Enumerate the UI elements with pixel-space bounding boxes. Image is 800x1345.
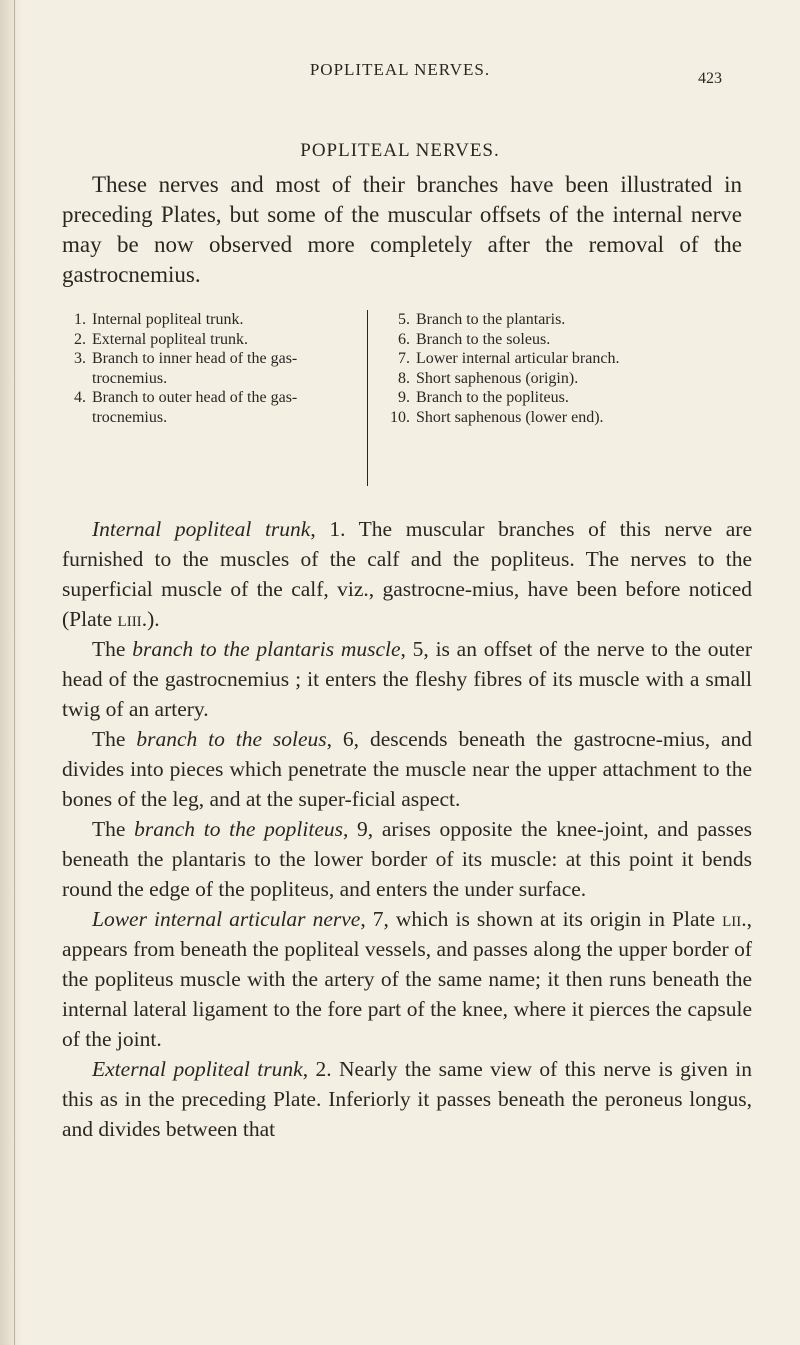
term: branch to the soleus [136, 727, 327, 751]
legend-text: Internal popliteal trunk. [92, 311, 244, 328]
legend-item [62, 388, 344, 427]
paragraph-text: ., appears from beneath the popliteal vessels, and passes along the upper border of the popliteus muscle with the artery of the same name; it then runs beneath the internal lateral ligament to the fore part of the knee, where it pierces the capsule of the joint. [62, 907, 752, 1051]
paragraph-popliteus-branch [62, 814, 752, 904]
legend-number: 8. [398, 369, 410, 387]
paragraph-text: , 7, which is shown at its origin in Plate [360, 907, 723, 931]
paragraph-text: , 6, descends beneath the gastrocne-mius, and divides into pieces which penetrate the muscle near the upper attachment to the bones of the leg, and at the super-ficial aspect. [62, 727, 752, 811]
legend-text: External popliteal trunk. [92, 330, 248, 348]
paragraph-prefix: The [92, 817, 135, 841]
paragraph-text: , 5, is an offset of the nerve to the outer head of the gastrocnemius ; it enters the fleshy fibres of its muscle with a small twig of an artery. [62, 637, 752, 721]
paragraph-prefix: The [92, 727, 137, 751]
legend-text: Short saphenous (lower end). [416, 408, 604, 426]
running-title: POPLITEAL NERVES. [309, 60, 491, 79]
paragraph-external-popliteal-trunk [62, 1054, 752, 1144]
legend-text: Branch to outer head of the gas-trocnemius. [92, 389, 298, 426]
legend-item [382, 388, 767, 408]
paragraph-prefix: The [92, 637, 133, 661]
term: Lower internal articular nerve [92, 907, 361, 931]
legend-item [382, 408, 767, 428]
legend-number: 9. [398, 389, 410, 406]
legend-text: Branch to the plantaris. [416, 311, 566, 328]
legend-text: Branch to the soleus. [416, 330, 551, 348]
term: branch to the plantaris muscle [132, 637, 401, 661]
legend-item [382, 349, 767, 369]
legend-item [62, 349, 344, 388]
section-heading: POPLITEAL NERVES. [300, 140, 500, 161]
plate-reference: liii [117, 607, 142, 631]
term: branch to the popliteus [134, 817, 343, 841]
book-binding-shadow [0, 0, 22, 1345]
legend-item [382, 330, 767, 350]
paragraph-text: , 2. Nearly the same view of this nerve is given in this as in the preceding Plate. Inferiorly it passes beneath the peroneus longus, and divides between that [62, 1057, 753, 1141]
plate-reference: lii [722, 907, 742, 931]
paragraph-text: .). [141, 607, 160, 631]
paragraph-soleus-branch [62, 724, 752, 814]
paragraph-text: , 9, arises opposite the knee-joint, and passes beneath the plantaris to the lower border of its muscle: at this point it bends round the edge of the popliteus, and enters the under surface. [62, 817, 752, 901]
legend-item [62, 310, 344, 330]
legend-item [382, 369, 767, 389]
legend-number: 6. [398, 330, 410, 348]
legend-left-column [62, 310, 344, 427]
legend-number: 2. [74, 330, 86, 348]
legend-text: Lower internal articular branch. [416, 350, 620, 367]
legend-number: 4. [74, 389, 86, 406]
legend-number: 3. [74, 350, 86, 367]
legend-item [62, 330, 344, 350]
legend-text: Short saphenous (origin). [416, 369, 579, 387]
paragraph-plantaris-branch [62, 634, 752, 724]
binding-edge [14, 0, 15, 1345]
legend-text: Branch to the popliteus. [416, 389, 569, 406]
legend-number: 5. [398, 311, 410, 328]
legend-number: 10. [390, 408, 410, 426]
term: External popliteal trunk [92, 1057, 303, 1081]
legend-right-column [367, 310, 767, 486]
term: Internal popliteal trunk [92, 517, 311, 541]
page-number: 423 [698, 70, 722, 87]
legend-text: Branch to inner head of the gas-trocnemius. [92, 350, 298, 387]
intro-paragraph: These nerves and most of their branches have been illustrated in preceding Plates, but some of the muscular offsets of the internal nerve may be now observed more completely after the removal of the gastrocnemius. [62, 172, 742, 287]
legend-number: 7. [398, 350, 410, 367]
legend-number: 1. [74, 311, 86, 328]
legend-item [382, 310, 767, 330]
paragraph-internal-popliteal-trunk [62, 514, 752, 634]
body-text [62, 514, 752, 1144]
paragraph-text: , 1. The muscular branches of this nerve are furnished to the muscles of the calf and the popliteus. The nerves to the superficial muscle of the calf, viz., gastrocne-mius, have been before noticed (Plate [62, 517, 752, 631]
paragraph-lower-internal-articular [62, 904, 752, 1054]
